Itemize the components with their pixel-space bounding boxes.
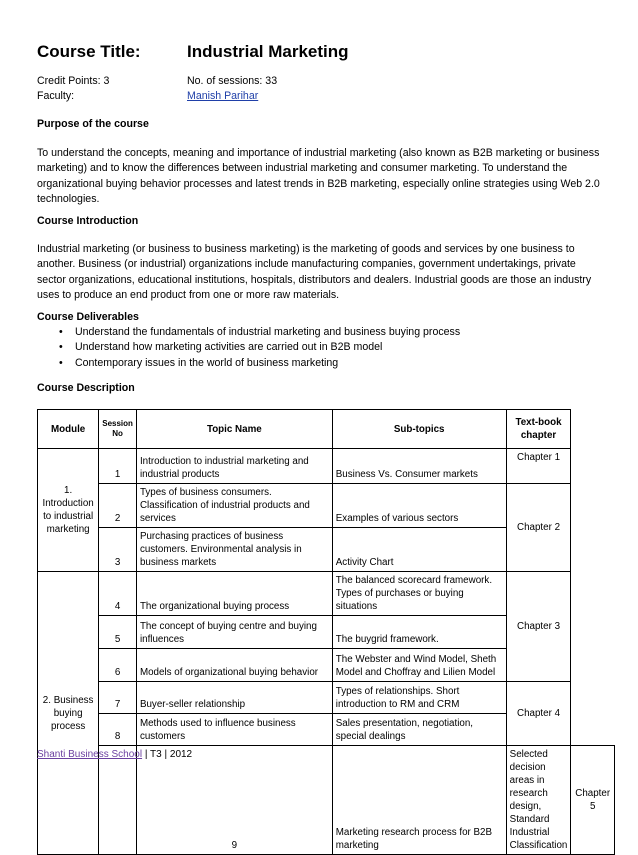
- sessions-count: No. of sessions: 33: [187, 75, 278, 87]
- module-cell: 1. Introduction to industrial marketing: [38, 449, 99, 572]
- session-cell: 8: [99, 714, 137, 746]
- subtopic-cell: Business Vs. Consumer markets: [332, 449, 506, 484]
- subtopic-cell: The buygrid framework.: [332, 616, 506, 649]
- topic-cell: Introduction to industrial marketing and industrial products: [136, 449, 332, 484]
- table-row: [38, 682, 615, 714]
- table-row: [38, 449, 615, 484]
- topic-cell: Methods used to influence business customers: [136, 714, 332, 746]
- chapter-cell: Chapter 1: [506, 449, 571, 484]
- list-item: • Contemporary issues in the world of business marketing: [37, 356, 603, 371]
- course-meta: [37, 74, 277, 104]
- subtopic-cell: Selected decision areas in research design, Standard Industrial Classification: [506, 746, 571, 855]
- list-item: • Understand how marketing activities are carried out in B2B model: [37, 340, 603, 355]
- topic-cell: The concept of buying centre and buying influences: [136, 616, 332, 649]
- footer-rest: | T3 | 2012: [142, 749, 193, 760]
- purpose-section: [37, 117, 603, 207]
- description-heading: Course Description: [37, 382, 135, 394]
- subtopic-cell: The balanced scorecard framework. Types of purchases or buying situations: [332, 572, 506, 616]
- intro-heading: Course Introduction: [37, 215, 139, 227]
- course-title-label: Course Title:: [37, 42, 141, 61]
- col-module: Module: [38, 410, 99, 449]
- session-cell: 4: [99, 572, 137, 616]
- description-section: [37, 381, 603, 396]
- topic-cell: Models of organizational buying behavior: [136, 649, 332, 682]
- session-cell: 9: [136, 746, 332, 855]
- faculty-link[interactable]: Manish Parihar: [187, 90, 259, 102]
- page-footer: [37, 748, 192, 762]
- intro-section: [37, 214, 603, 303]
- col-topic: Topic Name: [136, 410, 332, 449]
- intro-text: Industrial marketing (or business to business marketing) is the marketing of goods and services by one business to another. Business (or industrial) organizations include manufacturing companies, government undertakings, private sector organizations, educational institutions, hospitals, distributors and dealers. Industrial goods are those an industry uses to produce an end product from one or more raw materials.: [37, 243, 592, 301]
- topic-cell: Buyer-seller relationship: [136, 682, 332, 714]
- deliverables-section: [37, 310, 603, 371]
- list-item: • Understand the fundamentals of industrial marketing and business buying process: [37, 325, 603, 340]
- chapter-cell: Chapter 4: [506, 682, 571, 746]
- topic-cell: Types of business consumers. Classification of industrial products and services: [136, 484, 332, 528]
- purpose-heading: Purpose of the course: [37, 118, 149, 130]
- session-cell: 1: [99, 449, 137, 484]
- col-subtopics: Sub-topics: [332, 410, 506, 449]
- col-session: Session No: [99, 410, 137, 449]
- subtopic-cell: Activity Chart: [332, 528, 506, 572]
- course-title-row: [37, 40, 349, 64]
- deliverables-list: [37, 325, 603, 371]
- topic-cell: Purchasing practices of business customers. Environmental analysis in business markets: [136, 528, 332, 572]
- deliverables-heading: Course Deliverables: [37, 311, 139, 323]
- module-cell: 2. Business buying process: [38, 572, 99, 855]
- col-chapter: Text-book chapter: [506, 410, 571, 449]
- subtopic-cell: Sales presentation, negotiation, special dealings: [332, 714, 506, 746]
- topic-cell: Marketing research process for B2B marketing: [332, 746, 506, 855]
- subtopic-cell: Types of relationships. Short introduction to RM and CRM: [332, 682, 506, 714]
- purpose-text: To understand the concepts, meaning and importance of industrial marketing (also known as B2B marketing or business marketing) and to know the differences between industrial marketing and consumer marketing. To understand the organizational buying behavior processes and latest trends in B2B marketing, especially online strategies using Web 2.0 technologies.: [37, 147, 600, 205]
- chapter-cell: Chapter 5: [571, 746, 615, 855]
- session-cell: 3: [99, 528, 137, 572]
- session-cell: 2: [99, 484, 137, 528]
- course-title-value: Industrial Marketing: [187, 42, 349, 61]
- faculty-label: Faculty:: [37, 90, 75, 102]
- session-cell: 5: [99, 616, 137, 649]
- table-row: [38, 572, 615, 616]
- session-cell: 7: [99, 682, 137, 714]
- course-table: [37, 409, 615, 855]
- chapter-cell: Chapter 2: [506, 484, 571, 572]
- credit-points: Credit Points: 3: [37, 75, 110, 87]
- subtopic-cell: Examples of various sectors: [332, 484, 506, 528]
- table-header-row: [38, 410, 615, 449]
- session-cell: 6: [99, 649, 137, 682]
- table-row: [38, 484, 615, 528]
- subtopic-cell: The Webster and Wind Model, Sheth Model and Choffray and Lilien Model: [332, 649, 506, 682]
- chapter-cell: Chapter 3: [506, 572, 571, 682]
- school-link[interactable]: Shanti Business School: [37, 749, 143, 760]
- topic-cell: The organizational buying process: [136, 572, 332, 616]
